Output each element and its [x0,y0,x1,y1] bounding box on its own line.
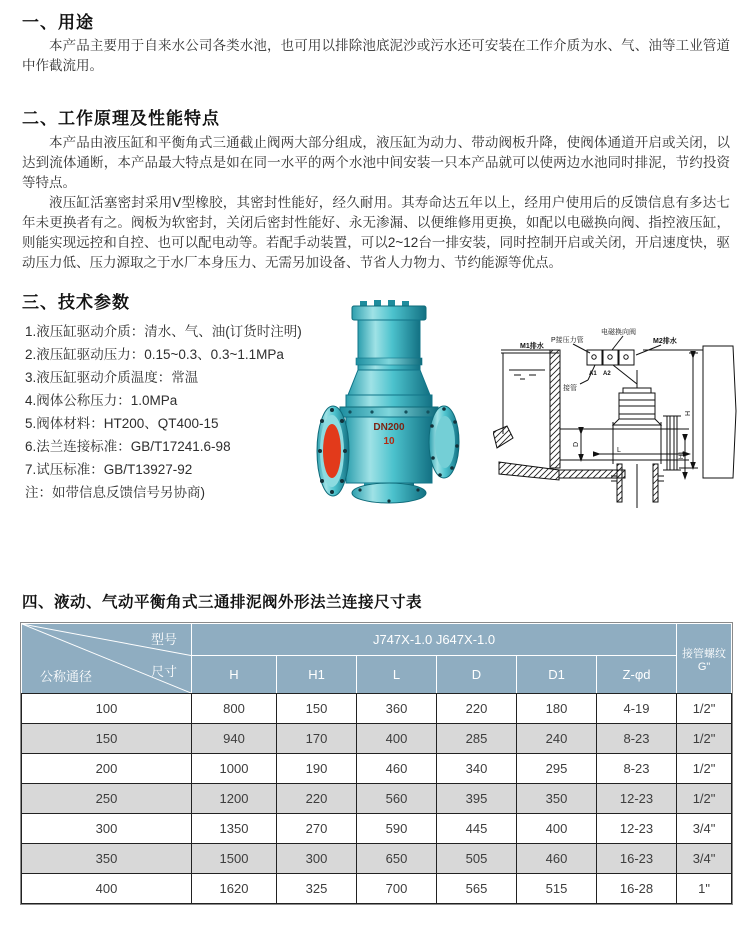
table-cell: 1" [677,874,732,904]
table-cell: 200 [22,754,192,784]
drawing-label-p-pipe: P接压力管 [551,337,584,344]
table-cell: 1/2" [677,724,732,754]
table-cell: 1000 [192,754,277,784]
table-corner-cell [22,624,192,694]
table-column-header: Z-φd [597,656,677,694]
table-cell: 350 [22,844,192,874]
table-cell: 3/4" [677,814,732,844]
table-cell: 395 [437,784,517,814]
table-cell: 400 [357,724,437,754]
table-cell: 360 [357,694,437,724]
table-row [22,694,732,724]
table-column-header: L [357,656,437,694]
table-cell: 400 [22,874,192,904]
table-cell: 940 [192,724,277,754]
table-cell: 8-23 [597,754,677,784]
table-cell: 3/4" [677,844,732,874]
table-cell: 220 [277,784,357,814]
table-cell: 4-19 [597,694,677,724]
table-cell: 270 [277,814,357,844]
drawing-label-solenoid: 电磁换向阀 [601,329,636,336]
table-cell: 1620 [192,874,277,904]
table-cell: 350 [517,784,597,814]
table-row [22,784,732,814]
table-cell: 295 [517,754,597,784]
table-cell: 560 [357,784,437,814]
table-cell: 220 [437,694,517,724]
table-cell: 16-23 [597,844,677,874]
table-cell: 150 [277,694,357,724]
installation-drawing [493,326,748,523]
drawing-dim-l: L [617,447,621,454]
drawing-label-a1: A1 [589,371,597,377]
table-cell: 1/2" [677,754,732,784]
table-row [22,874,732,904]
drawing-label-pipe: 接管 [563,385,577,392]
valve-pn-label: 10 [383,436,395,447]
corner-label-size: 尺寸 [150,664,177,679]
specs-item: 4.阀体公称压力：1.0MPa [25,393,178,408]
table-cell: 12-23 [597,784,677,814]
table-cell: 340 [437,754,517,784]
usage-paragraph: 本产品主要用于自来水公司各类水池，也可用以排除池底泥沙或污水还可安装在工作介质为水、气、油等工业管道中作截流用。 [22,38,730,73]
section-principle-title: 二、工作原理及性能特点 [22,109,220,128]
section-specs-title: 三、技术参数 [22,293,130,312]
table-cell: 700 [357,874,437,904]
section-dimensions-title: 四、液动、气动平衡角式三通排泥阀外形法兰连接尺寸表 [22,594,423,611]
specs-item: 6.法兰连接标准：GB/T17241.6-98 [25,439,231,454]
specs-item: 1.液压缸驱动介质：清水、气、油(订货时注明) [25,324,302,339]
table-cell: 590 [357,814,437,844]
drawing-label-m1: M1排水 [520,343,544,350]
table-cell: 1500 [192,844,277,874]
drawing-dim-d: D [573,441,580,447]
table-cell: 460 [357,754,437,784]
table-cell: 1/2" [677,784,732,814]
specs-item: 3.液压缸驱动介质温度：常温 [25,370,199,385]
specs-item: 5.阀体材料：HT200、QT400-15 [25,416,219,431]
table-cell: 285 [437,724,517,754]
table-cell: 800 [192,694,277,724]
installation-drawing-graphic [493,326,748,523]
specs-item: 注：如带信息反馈信号另协商) [25,485,205,500]
dimension-table [20,622,733,905]
drawing-label-a2: A2 [603,371,611,377]
table-cell: 650 [357,844,437,874]
table-cell: 515 [517,874,597,904]
corner-label-model: 型号 [150,632,177,647]
table-cell: 8-23 [597,724,677,754]
table-cell: 445 [437,814,517,844]
section-principle-body [22,133,730,273]
table-cell: 100 [22,694,192,724]
table-cell: 190 [277,754,357,784]
table-cell: 325 [277,874,357,904]
principle-paragraph-2: 液压缸活塞密封采用V型橡胶，其密封性能好，经久耐用。其寿命达五年以上，经用户使用后的反馈信息有多达七年未更换者有之。阀板为软密封，关闭后密封性能好、永无渗漏、以便维修用更换，如配以电磁换向阀、指控液压缸，则能实现远控和自控、也可以配电动等。若配手动装置，可以2~12台一排安装，同时控制开启或关闭，开启速度快，驱动压力低、压力源取之于水厂本身压力、无需另加设备、节省人力物力、节约能源等优点。 [22,195,730,270]
specs-list [25,320,315,504]
table-column-header: D [437,656,517,694]
table-cell: 505 [437,844,517,874]
valve-model-label: DN200 [373,422,405,433]
table-column-header: H1 [277,656,357,694]
table-cell: 400 [517,814,597,844]
dimension-table-grid [21,623,732,904]
table-cell: 565 [437,874,517,904]
table-row [22,844,732,874]
dimension-table-body [22,694,732,904]
table-cell: 170 [277,724,357,754]
section-usage-body [22,36,730,76]
table-cell: 250 [22,784,192,814]
table-cell: 460 [517,844,597,874]
corner-label-dn: 公称通径 [40,669,93,684]
specs-item: 7.试压标准：GB/T13927-92 [25,462,193,477]
table-cell: 1200 [192,784,277,814]
table-cell: 1350 [192,814,277,844]
table-column-header: D1 [517,656,597,694]
table-row [22,754,732,784]
drawing-dim-h1: H1 [679,451,685,459]
drawing-dim-h: H [685,410,692,416]
table-row [22,814,732,844]
table-row [22,724,732,754]
table-cell: 1/2" [677,694,732,724]
table-thread-header: 接管螺纹G" [677,624,732,694]
table-cell: 150 [22,724,192,754]
table-cell: 240 [517,724,597,754]
specs-item: 2.液压缸驱动压力：0.15~0.3、0.3~1.1MPa [25,347,284,362]
table-model-header: J747X-1.0 J647X-1.0 [192,624,677,656]
valve-photo [316,300,464,505]
table-cell: 12-23 [597,814,677,844]
principle-paragraph-1: 本产品由液压缸和平衡角式三通截止阀两大部分组成，液压缸为动力、带动阀板升降，使阀体通道开启或关闭，以达到流体通断，本产品最大特点是如在同一水平的两个水池中间安装一只本产品就可以使两边水池同时排泥，节约投资等特点。 [22,135,730,190]
table-cell: 300 [22,814,192,844]
table-cell: 180 [517,694,597,724]
valve-photo-graphic [316,300,464,505]
section-usage-title: 一、用途 [22,13,94,32]
table-column-header: H [192,656,277,694]
drawing-label-m2: M2排水 [653,338,677,345]
table-cell: 16-28 [597,874,677,904]
table-cell: 300 [277,844,357,874]
